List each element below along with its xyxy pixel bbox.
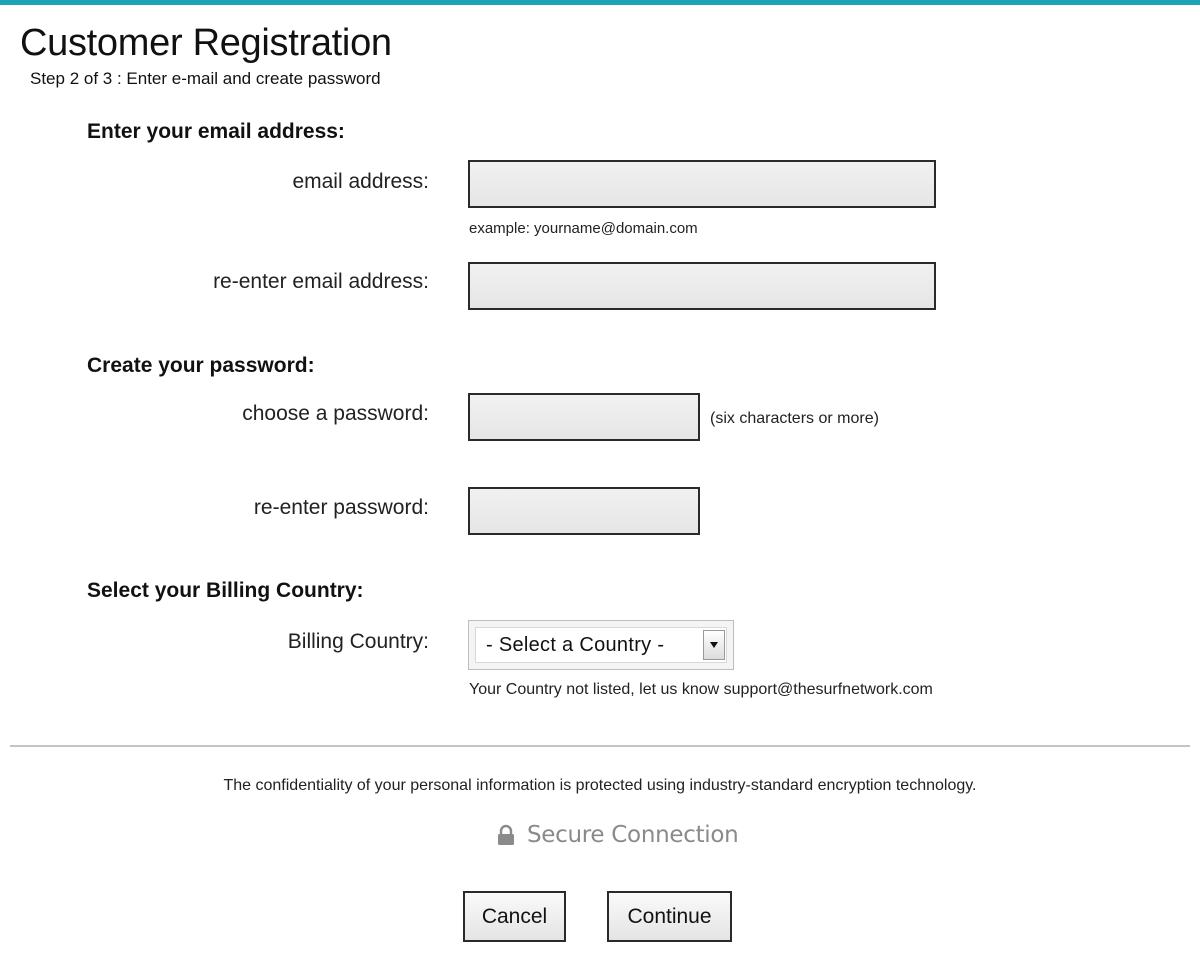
secure-connection-label: Secure Connection [527,822,739,848]
top-accent-bar [0,0,1200,5]
password-input[interactable] [468,393,700,441]
continue-button[interactable]: Continue [607,891,732,942]
confidentiality-notice: The confidentiality of your personal information is protected using industry-standard encryption technology. [223,777,977,794]
billing-country-selected-option: - Select a Country - [486,633,665,656]
billing-country-select-value-area [475,627,727,663]
password-section-heading: Create your password: [87,354,315,377]
step-indicator: Step 2 of 3 : Enter e-mail and create password [30,69,381,88]
lock-icon [497,824,515,846]
reenter-password-label: re-enter password: [253,496,429,519]
page-title: Customer Registration [20,22,392,64]
email-input[interactable] [468,160,936,208]
billing-country-select[interactable] [468,620,734,670]
country-not-listed-note: Your Country not listed, let us know support@thesurfnetwork.com [469,681,933,698]
reenter-email-label: re-enter email address: [213,270,429,293]
reenter-email-input[interactable] [468,262,936,310]
secure-connection-indicator [497,822,738,848]
section-divider [10,745,1190,747]
country-section-heading: Select your Billing Country: [87,579,364,602]
cancel-button[interactable]: Cancel [463,891,566,942]
reenter-password-input[interactable] [468,487,700,535]
password-length-hint: (six characters or more) [710,410,879,427]
billing-country-label: Billing Country: [287,630,429,653]
password-label: choose a password: [242,402,429,425]
email-example-hint: example: yourname@domain.com [469,220,698,237]
dropdown-arrow-icon[interactable] [703,630,725,660]
email-label: email address: [292,170,429,193]
chevron-down-icon [709,641,719,649]
email-section-heading: Enter your email address: [87,120,345,143]
